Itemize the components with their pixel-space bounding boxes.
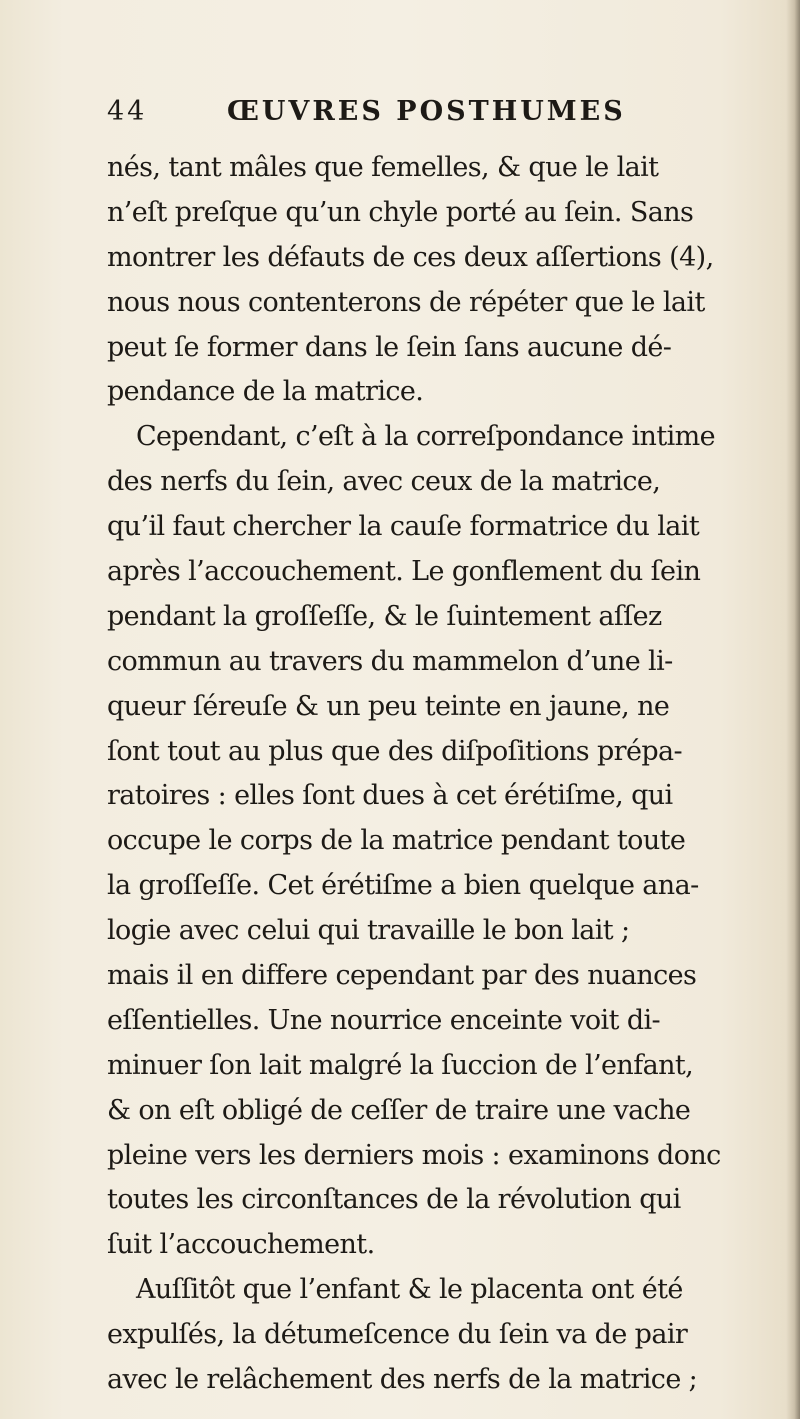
text-line: expulſés, la détumeſcence du ſein va de pair [107,1319,688,1351]
text-line: peut ſe former dans le ſein ſans aucune dé- [107,331,672,363]
text-line: toutes les circonſtances de la révolution qui [107,1184,681,1216]
body-text [107,146,721,1403]
text-line: commun au travers du mammelon d’une li- [107,645,673,677]
text-line: après l’accouchement. Le gonflement du ſein [107,556,701,588]
text-line: mais il en differe cependant par des nuances [107,960,697,992]
page-header [107,96,707,136]
text-line: ſont tout au plus que des diſpoſitions prépa- [107,735,683,767]
paragraph-start-line: Cependant, c’eſt à la correſpondance intime [136,421,716,453]
text-line: ratoires : elles ſont dues à cet érétiſme, qui [107,780,673,812]
running-title: ŒUVRES POSTHUMES [227,96,626,127]
text-line: n’eſt preſque qu’un chyle porté au ſein. Sans [107,196,694,228]
text-line: & on eſt obligé de ceſſer de traire une vache [107,1094,691,1126]
text-line: la groſſeſſe. Cet érétiſme a bien quelque ana- [107,870,699,902]
text-line: queur ſéreuſe & un peu teinte en jaune, ne [107,690,670,722]
text-line: avec le relâchement des nerfs de la matrice ; [107,1364,698,1396]
text-line: montrer les défauts de ces deux aſſertions (4), [107,241,714,273]
text-line: pendance de la matrice. [107,376,424,408]
text-line: nous nous contenterons de répéter que le lait [107,286,705,318]
text-line: des nerfs du ſein, avec ceux de la matrice, [107,466,661,498]
text-line: eſſentielles. Une nourrice enceinte voit di- [107,1004,661,1036]
page-number: 44 [107,96,148,127]
text-line: occupe le corps de la matrice pendant toute [107,825,686,857]
text-line: qu’il faut chercher la cauſe formatrice du lait [107,511,700,543]
text-line: ſuit l’accouchement. [107,1229,375,1261]
paragraph-start-line: Auſſitôt que l’enfant & le placenta ont été [136,1274,683,1306]
text-line: logie avec celui qui travaille le bon lait ; [107,915,630,947]
text-line: minuer ſon lait malgré la ſuccion de l’enfant, [107,1049,694,1081]
text-line: pendant la groſſeſſe, & le ſuintement aſſez [107,600,662,632]
text-line: nés, tant mâles que femelles, & que le lait [107,152,659,183]
page-edge-shadow [786,0,800,1419]
text-line: pleine vers les derniers mois : examinons donc [107,1139,721,1171]
